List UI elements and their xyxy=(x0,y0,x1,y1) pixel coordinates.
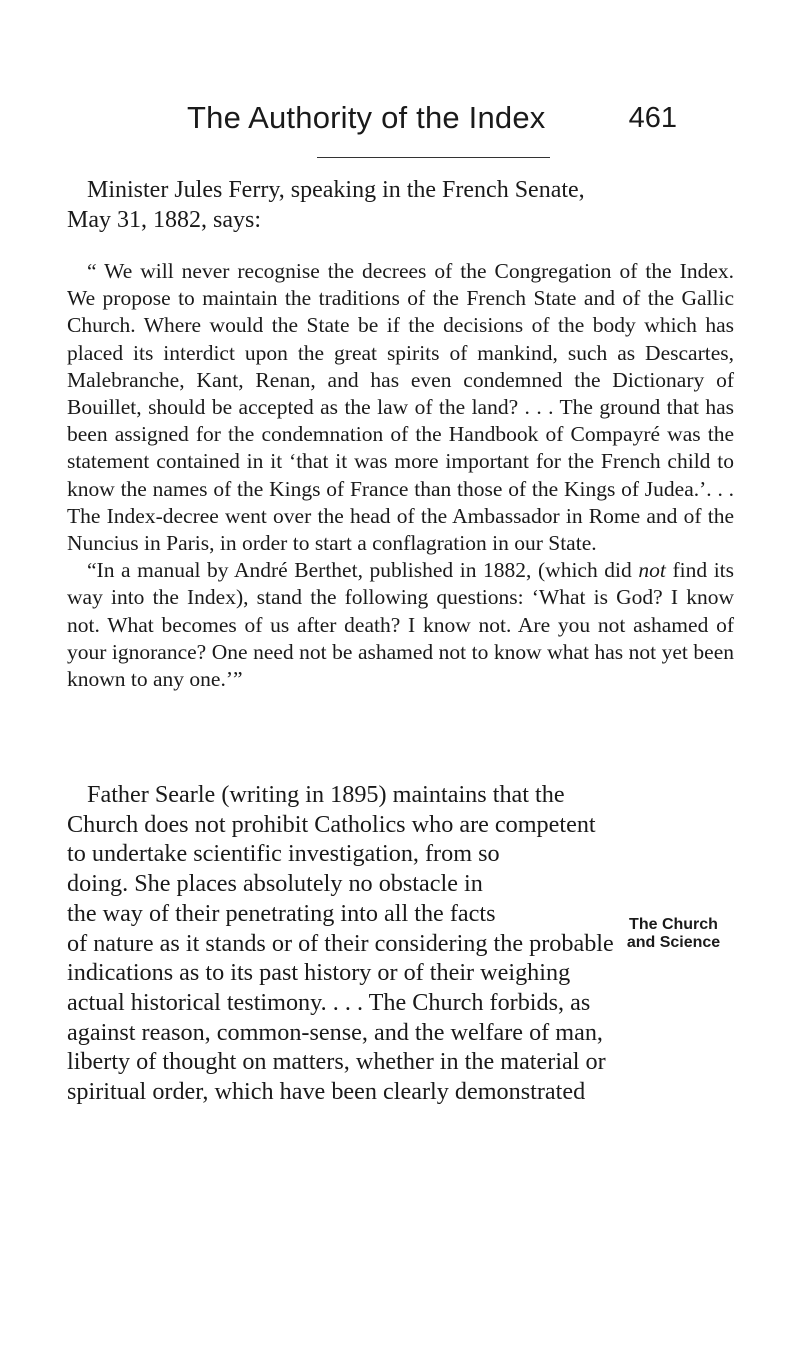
searle-line: spiritual order, which have been clearly demonstrated xyxy=(67,1078,586,1106)
searle-line: against reason, common-sense, and the welfare of man, xyxy=(67,1018,603,1046)
searle-line: liberty of thought on matters, whether in the material or xyxy=(67,1048,606,1076)
quote-text: find its way into the Index), stand the following questions: ‘What is God? I know not. What becomes of us after death? I know not. Are you not ashamed of your ignorance? One need not be ashamed not to know what has not yet been known to any one.’” xyxy=(67,558,735,692)
running-head xyxy=(187,100,677,144)
sidenote-line: The Church xyxy=(629,916,718,933)
ferry-quotation xyxy=(67,258,734,693)
searle-line: doing. She places absolutely no obstacle in xyxy=(67,870,483,898)
intro-line: Minister Jules Ferry, speaking in the French Senate, xyxy=(87,177,585,203)
header-rule xyxy=(317,157,550,158)
searle-line: actual historical testimony. . . . The Church forbids, as xyxy=(67,988,591,1016)
page-number: 461 xyxy=(628,102,677,134)
searle-line: indications as to its past history or of their weighing xyxy=(67,959,571,987)
searle-line: Church does not prohibit Catholics who are competent xyxy=(67,810,596,838)
intro-paragraph xyxy=(67,175,734,235)
quote-text: “In a manual by André Berthet, published in 1882, (which did xyxy=(87,558,639,583)
searle-line: of nature as it stands or of their considering the probable xyxy=(67,929,614,957)
intro-line: May 31, 1882, says: xyxy=(67,207,261,233)
searle-line: to undertake scientific investigation, from so xyxy=(67,840,500,868)
quote-emphasis: not xyxy=(638,558,666,583)
margin-sidenote xyxy=(611,916,736,952)
searle-line: the way of their penetrating into all the facts xyxy=(67,899,496,927)
sidenote-line: and Science xyxy=(626,934,721,951)
quote-paragraph-2 xyxy=(67,557,734,693)
running-title: The Authority of the Index xyxy=(187,100,546,135)
quote-paragraph-1: “ We will never recognise the decrees of the Congregation of the Index. We propose to maintain the traditions of the French State and of the Gallic Church. Where would the State be if the decisions of the body which has placed its interdict upon the great spirits of mankind, such as Descartes, Malebranche, Kant, Renan, and has even condemned the Dictionary of Bouillet, should be accepted as the law of the land? . . . The ground that has been assigned for the condemnation of the Handbook of Compayré was the statement contained in it ‘that it was more important for the French child to know the names of the Kings of France than those of the Kings of Judea.’. . . The Index-decree went over the head of the Ambassador in Rome and of the Nuncius in Paris, in order to start a conflagration in our State. xyxy=(67,259,734,556)
searle-line: Father Searle (writing in 1895) maintains that the xyxy=(87,781,565,808)
